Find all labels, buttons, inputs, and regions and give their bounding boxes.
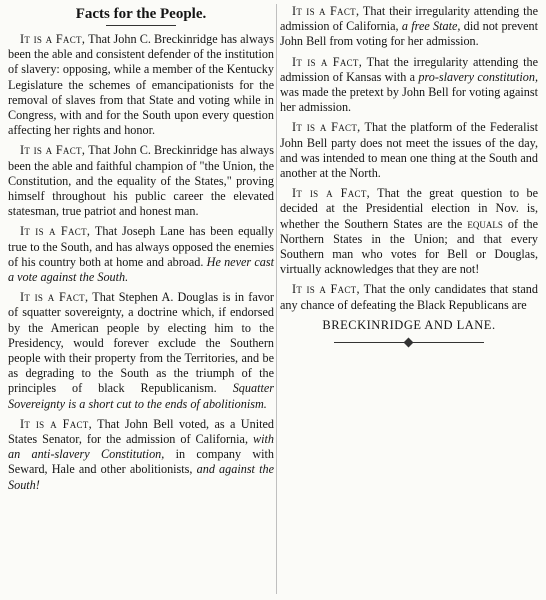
fact-paragraph [280,55,538,116]
fact-paragraph [8,417,274,493]
fact-emphasis: Squatter Sovereignty is a short cut to the ends of abolitionism. [8,381,274,411]
fact-paragraph [280,4,538,50]
fact-paragraph [280,282,538,312]
fact-lead: It is a Fact, [20,32,86,46]
fact-lead: It is a Fact, [20,143,86,158]
left-paragraphs [8,32,274,493]
fact-lead: It is a Fact, [292,54,363,69]
fact-text: in company with Seward, Hale and other abolitionists, [8,447,275,477]
column-divider [276,4,277,594]
fact-text: That the only candidates that stand any chance of defeating the Black Republicans are [280,282,538,312]
fact-lead: It is a Fact, [20,290,89,305]
fact-emphasis: with an anti-slavery Constitution, [8,432,274,462]
fact-text: That John C. Breckinridge has always been the able and consistent defender of the institution of slavery: opposing, while a member of the Kentucky Legislature the schemes of emancipationists for the removal of slaves from that State and voting while in Congress, with and for the South upon every question affecting her rights and honor. [8,32,275,138]
fact-emphasis: a free State, [401,19,461,34]
fact-paragraph [8,32,274,138]
fact-text: That the great question to be decided at the Presidential election in Nov. is, whether the Southern States are the [280,186,538,231]
fact-lead: It is a Fact, [292,120,361,135]
closing-line: BRECKINRIDGE AND LANE. [322,317,496,332]
fact-lead: It is a Fact, [20,416,92,431]
title-rule [106,25,176,26]
fact-paragraph [280,120,538,181]
fact-paragraph [280,186,538,277]
right-paragraphs [280,4,538,313]
fact-paragraph [8,224,274,285]
fact-text: That John C. Breckinridge has always been the able and faithful champion of "the Union, the Constitution, and the equality of the States," proving himself throughout his public career the elevated statesman, true patriot and honest man. [8,143,274,219]
article-title: Facts for the People. [75,6,207,22]
fact-lead: It is a Fact, [292,282,360,297]
fact-emphasis: pro-slavery constitution, [418,69,538,84]
fact-text: That the platform of the Federalist John Bell party does not meet the issues of the day, and was intended to mean one thing at the South and another at the North. [280,120,538,181]
fact-text: That John Bell voted, as a United States Senator, for the admission of California, [8,416,274,447]
fact-paragraph [8,290,274,412]
fact-text: That their irregularity attending the admission of California, [280,4,538,34]
fact-paragraph [8,143,274,219]
fact-text: was made the pretext by John Bell for voting against her admission. [280,85,538,115]
fact-text: did not prevent John Bell from voting for her admission. [280,19,538,49]
left-column [8,0,274,498]
fact-lead: It is a Fact, [292,4,360,18]
fact-text: That the irregularity attending the admission of Kansas with a [280,54,538,84]
fact-emphasis: He never cast a vote against the South. [8,254,274,285]
end-ornament [334,337,484,347]
fact-lead: It is a Fact, [20,224,91,239]
fact-text: That Joseph Lane has been equally true to the South, and has always opposed the enemies of his country both at home and abroad. [8,224,274,269]
fact-text: That Stephen A. Douglas is in favor of squatter sovereignty, a doctrine which, if endorsed by the American people by electing him to the Presidency, would forever exclude the Southern people with their property from the Territories, and be as degrading to the South as the triumph of the principles of black Republicanism. [8,290,274,396]
fact-text: equals [467,216,503,231]
fact-text: of the Northern States in the Union; and that every Southern man who votes for Bell or Douglas, virtually acknowledges that they are not! [280,216,538,277]
right-column [280,0,538,347]
fact-lead: It is a Fact, [292,186,370,201]
fact-emphasis: and against the South! [8,462,274,492]
end-ornament-diamond [404,337,414,347]
